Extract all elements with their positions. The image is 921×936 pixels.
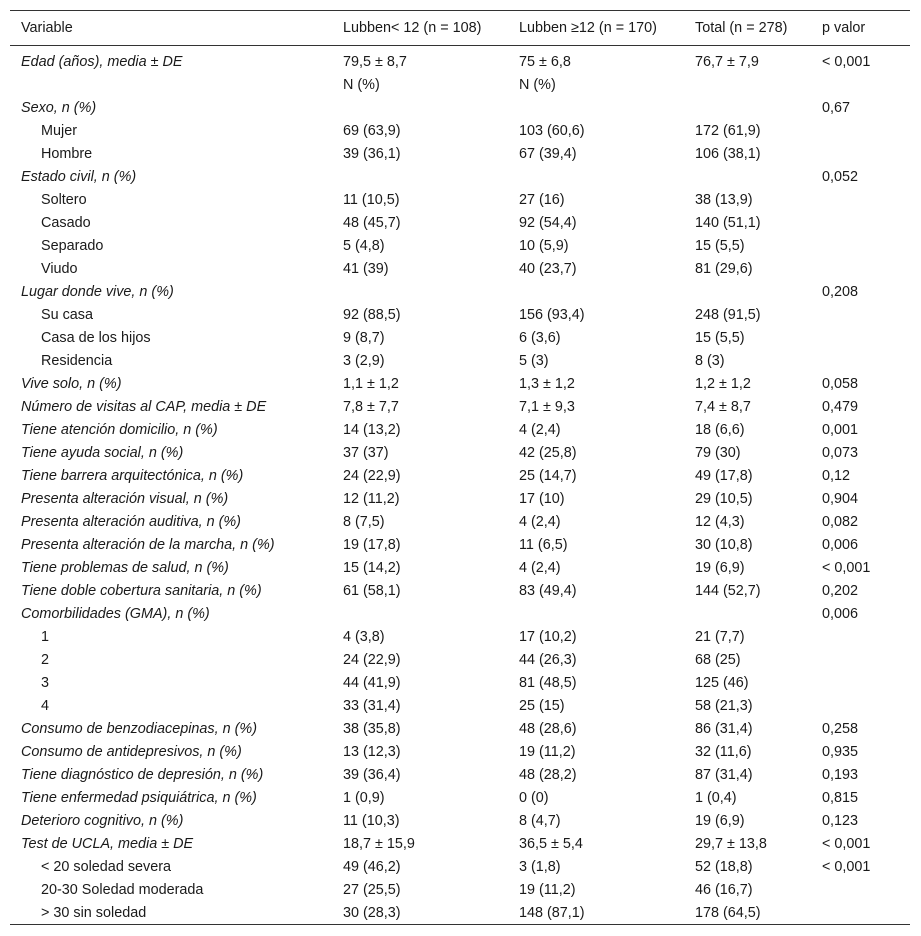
cell-lubben-high: 8 (4,7): [519, 812, 561, 829]
cell-lubben-low: [332, 165, 508, 188]
table-row: [10, 694, 910, 717]
cell-lubben-high: 1,3 ± 1,2: [519, 375, 575, 392]
cell-total: 81 (29,6): [695, 260, 753, 277]
table-row: [10, 46, 910, 74]
cell-variable: Tiene barrera arquitectónica, n (%): [21, 467, 244, 484]
cell-lubben-low: 33 (31,4): [343, 697, 401, 714]
cell-lubben-high: 19 (11,2): [519, 743, 576, 760]
table-row: [10, 165, 910, 188]
cell-variable: Separado: [41, 237, 104, 254]
cell-lubben-low: 24 (22,9): [343, 651, 401, 668]
cell-lubben-high: 7,1 ± 9,3: [519, 398, 575, 415]
cell-lubben-high: 10 (5,9): [519, 237, 569, 254]
cell-lubben-high: 0 (0): [519, 789, 549, 806]
cell-total: 19 (6,9): [695, 559, 745, 576]
table-row: [10, 142, 910, 165]
cell-total: [684, 280, 811, 303]
cell-lubben-low: 19 (17,8): [343, 536, 401, 553]
cell-variable: 1: [41, 628, 50, 645]
cell-variable: Consumo de antidepresivos, n (%): [21, 743, 242, 760]
cell-p-value: [811, 234, 910, 257]
cell-lubben-high: 75 ± 6,8: [519, 53, 571, 70]
cell-total: [684, 165, 811, 188]
cell-total: 1,2 ± 1,2: [695, 375, 751, 392]
cell-total: 15 (5,5): [695, 329, 745, 346]
cell-lubben-high: 40 (23,7): [519, 260, 577, 277]
cell-p-value: 0,082: [822, 513, 859, 530]
table-row: [10, 671, 910, 694]
cell-variable: 3: [41, 674, 50, 691]
cell-lubben-high: 27 (16): [519, 191, 565, 208]
cell-variable: Tiene atención domicilio, n (%): [21, 421, 218, 438]
cell-p-value: 0,904: [822, 490, 859, 507]
cell-p-value: 0,006: [822, 605, 859, 622]
cell-lubben-low: [332, 602, 508, 625]
cell-variable: Test de UCLA, media ± DE: [21, 835, 194, 852]
cell-total: 8 (3): [695, 352, 725, 369]
cell-total: 86 (31,4): [695, 720, 753, 737]
cell-lubben-low: 61 (58,1): [343, 582, 401, 599]
cell-p-value: 0,815: [822, 789, 859, 806]
table-row: [10, 832, 910, 855]
header-variable: Variable: [21, 20, 73, 36]
table-row: [10, 625, 910, 648]
table-row: [10, 901, 910, 925]
cell-lubben-high: 11 (6,5): [519, 536, 568, 553]
cell-variable: Casa de los hijos: [41, 329, 151, 346]
cell-lubben-low: 49 (46,2): [343, 858, 401, 875]
cell-total: 58 (21,3): [695, 697, 753, 714]
cell-total: [684, 73, 811, 96]
data-table: [10, 10, 910, 925]
table-row: [10, 280, 910, 303]
cell-lubben-low: 4 (3,8): [343, 628, 385, 645]
cell-lubben-low: 1,1 ± 1,2: [343, 375, 399, 392]
cell-lubben-low: 44 (41,9): [343, 674, 401, 691]
cell-lubben-low: 30 (28,3): [343, 904, 401, 921]
cell-p-value: [811, 211, 910, 234]
cell-variable: Mujer: [41, 122, 77, 139]
table-header-row: [10, 11, 910, 46]
cell-p-value: [811, 349, 910, 372]
cell-variable: Casado: [41, 214, 91, 231]
cell-p-value: [811, 694, 910, 717]
cell-variable: Tiene doble cobertura sanitaria, n (%): [21, 582, 262, 599]
cell-lubben-high: 4 (2,4): [519, 421, 561, 438]
cell-p-value: [811, 303, 910, 326]
cell-lubben-low: 79,5 ± 8,7: [343, 53, 407, 70]
cell-lubben-low: 69 (63,9): [343, 122, 401, 139]
table-row: [10, 763, 910, 786]
table-row: [10, 510, 910, 533]
cell-p-value: 0,67: [822, 99, 851, 116]
cell-variable: Residencia: [41, 352, 113, 369]
cell-p-value: < 0,001: [822, 835, 871, 852]
table-row: [10, 648, 910, 671]
table-row: [10, 326, 910, 349]
cell-total: 79 (30): [695, 444, 741, 461]
cell-lubben-high: 44 (26,3): [519, 651, 577, 668]
cell-lubben-high: [508, 165, 684, 188]
cell-lubben-low: 92 (88,5): [343, 306, 401, 323]
cell-lubben-low: 3 (2,9): [343, 352, 385, 369]
cell-lubben-high: 25 (14,7): [519, 467, 577, 484]
cell-variable: Tiene diagnóstico de depresión, n (%): [21, 766, 264, 783]
table-row: [10, 395, 910, 418]
cell-lubben-low: 12 (11,2): [343, 490, 400, 507]
cell-total: 76,7 ± 7,9: [695, 53, 759, 70]
cell-lubben-low: 39 (36,1): [343, 145, 401, 162]
cell-lubben-high: 48 (28,6): [519, 720, 577, 737]
cell-total: 68 (25): [695, 651, 741, 668]
table-row: [10, 73, 910, 96]
table-row: [10, 533, 910, 556]
table-row: [10, 464, 910, 487]
cell-variable: Hombre: [41, 145, 93, 162]
cell-total: 140 (51,1): [695, 214, 761, 231]
cell-lubben-high: N (%): [519, 76, 556, 93]
cell-total: 87 (31,4): [695, 766, 753, 783]
cell-lubben-high: 81 (48,5): [519, 674, 577, 691]
cell-p-value: 0,258: [822, 720, 859, 737]
cell-total: 29,7 ± 13,8: [695, 835, 767, 852]
table-row: [10, 96, 910, 119]
cell-lubben-high: 67 (39,4): [519, 145, 577, 162]
cell-lubben-high: 156 (93,4): [519, 306, 585, 323]
cell-variable: Vive solo, n (%): [21, 375, 122, 392]
cell-variable: Tiene problemas de salud, n (%): [21, 559, 229, 576]
cell-variable: < 20 soledad severa: [41, 858, 172, 875]
cell-lubben-high: 3 (1,8): [519, 858, 561, 875]
table-row: [10, 234, 910, 257]
cell-lubben-low: N (%): [343, 76, 380, 93]
cell-variable: Comorbilidades (GMA), n (%): [21, 605, 210, 622]
cell-p-value: 0,058: [822, 375, 859, 392]
cell-p-value: [811, 142, 910, 165]
header-lubben-high: Lubben ≥12 (n = 170): [519, 20, 657, 36]
header-total: Total (n = 278): [695, 20, 788, 36]
cell-variable: Soltero: [41, 191, 87, 208]
cell-lubben-high: 6 (3,6): [519, 329, 561, 346]
cell-lubben-high: 36,5 ± 5,4: [519, 835, 583, 852]
cell-lubben-low: 48 (45,7): [343, 214, 401, 231]
table-row: [10, 878, 910, 901]
cell-lubben-low: 7,8 ± 7,7: [343, 398, 399, 415]
cell-p-value: [811, 878, 910, 901]
cell-lubben-low: 24 (22,9): [343, 467, 401, 484]
cell-total: 32 (11,6): [695, 743, 752, 760]
cell-variable: Edad (años), media ± DE: [21, 53, 183, 70]
table-row: [10, 372, 910, 395]
cell-p-value: 0,935: [822, 743, 859, 760]
cell-lubben-low: 15 (14,2): [343, 559, 401, 576]
cell-lubben-high: 4 (2,4): [519, 513, 561, 530]
cell-variable: Presenta alteración auditiva, n (%): [21, 513, 241, 530]
cell-p-value: [811, 188, 910, 211]
cell-lubben-high: 25 (15): [519, 697, 565, 714]
cell-variable: Sexo, n (%): [21, 99, 97, 116]
cell-total: 19 (6,9): [695, 812, 745, 829]
cell-variable: Consumo de benzodiacepinas, n (%): [21, 720, 257, 737]
cell-variable: Tiene ayuda social, n (%): [21, 444, 184, 461]
cell-total: [684, 602, 811, 625]
cell-total: 178 (64,5): [695, 904, 761, 921]
cell-lubben-low: 18,7 ± 15,9: [343, 835, 415, 852]
cell-lubben-low: [332, 96, 508, 119]
table-row: [10, 119, 910, 142]
cell-total: 49 (17,8): [695, 467, 753, 484]
table-row: [10, 188, 910, 211]
cell-variable: Presenta alteración visual, n (%): [21, 490, 229, 507]
cell-total: 29 (10,5): [695, 490, 753, 507]
cell-total: 38 (13,9): [695, 191, 753, 208]
cell-total: 125 (46): [695, 674, 749, 691]
cell-p-value: [811, 119, 910, 142]
cell-total: 15 (5,5): [695, 237, 745, 254]
cell-lubben-low: 13 (12,3): [343, 743, 401, 760]
table-row: [10, 418, 910, 441]
cell-p-value: [811, 901, 910, 925]
cell-lubben-high: 19 (11,2): [519, 881, 576, 898]
table-row: [10, 441, 910, 464]
cell-p-value: [811, 671, 910, 694]
cell-variable: Presenta alteración de la marcha, n (%): [21, 536, 275, 553]
cell-lubben-high: 4 (2,4): [519, 559, 561, 576]
cell-p-value: 0,479: [822, 398, 859, 415]
table-row: [10, 809, 910, 832]
cell-variable: 20-30 Soledad moderada: [41, 881, 204, 898]
cell-p-value: 0,001: [822, 421, 859, 438]
table-row: [10, 579, 910, 602]
cell-lubben-low: 9 (8,7): [343, 329, 385, 346]
cell-total: 30 (10,8): [695, 536, 753, 553]
table-row: [10, 349, 910, 372]
cell-lubben-low: 8 (7,5): [343, 513, 385, 530]
cell-total: [684, 96, 811, 119]
cell-p-value: < 0,001: [822, 53, 871, 70]
cell-lubben-high: [508, 602, 684, 625]
cell-total: 248 (91,5): [695, 306, 761, 323]
cell-variable: Su casa: [41, 306, 93, 323]
cell-p-value: [811, 257, 910, 280]
table-row: [10, 786, 910, 809]
cell-lubben-high: 17 (10,2): [519, 628, 577, 645]
header-p-value: p valor: [822, 20, 866, 36]
table-row: [10, 556, 910, 579]
cell-variable: > 30 sin soledad: [41, 904, 147, 921]
cell-lubben-low: 38 (35,8): [343, 720, 401, 737]
cell-p-value: [811, 73, 910, 96]
cell-lubben-high: [508, 280, 684, 303]
cell-lubben-high: 42 (25,8): [519, 444, 577, 461]
cell-p-value: 0,12: [822, 467, 851, 484]
cell-p-value: 0,052: [822, 168, 859, 185]
cell-p-value: < 0,001: [822, 858, 871, 875]
cell-lubben-low: 41 (39): [343, 260, 389, 277]
table-row: [10, 717, 910, 740]
cell-lubben-high: 17 (10): [519, 490, 565, 507]
cell-total: 7,4 ± 8,7: [695, 398, 751, 415]
cell-p-value: 0,006: [822, 536, 859, 553]
cell-total: 12 (4,3): [695, 513, 745, 530]
cell-lubben-high: 103 (60,6): [519, 122, 585, 139]
cell-p-value: 0,123: [822, 812, 859, 829]
table-body: [10, 46, 910, 925]
cell-lubben-high: 48 (28,2): [519, 766, 577, 783]
cell-variable: [10, 73, 332, 96]
cell-lubben-low: 11 (10,3): [343, 812, 400, 829]
cell-p-value: [811, 625, 910, 648]
data-table-container: [10, 10, 910, 925]
cell-variable: Viudo: [41, 260, 78, 277]
cell-total: 18 (6,6): [695, 421, 745, 438]
cell-lubben-high: 5 (3): [519, 352, 549, 369]
cell-lubben-high: 83 (49,4): [519, 582, 577, 599]
cell-total: 52 (18,8): [695, 858, 753, 875]
table-row: [10, 602, 910, 625]
cell-lubben-low: 14 (13,2): [343, 421, 401, 438]
cell-lubben-low: 27 (25,5): [343, 881, 401, 898]
table-row: [10, 487, 910, 510]
cell-variable: Tiene enfermedad psiquiátrica, n (%): [21, 789, 257, 806]
cell-p-value: 0,193: [822, 766, 859, 783]
cell-lubben-high: 92 (54,4): [519, 214, 577, 231]
table-row: [10, 855, 910, 878]
cell-lubben-low: 37 (37): [343, 444, 389, 461]
cell-p-value: 0,202: [822, 582, 859, 599]
cell-variable: 4: [41, 697, 50, 714]
cell-lubben-low: [332, 280, 508, 303]
cell-p-value: 0,073: [822, 444, 859, 461]
cell-lubben-low: 11 (10,5): [343, 191, 400, 208]
cell-p-value: [811, 326, 910, 349]
cell-p-value: < 0,001: [822, 559, 871, 576]
cell-lubben-low: 5 (4,8): [343, 237, 385, 254]
cell-lubben-high: 148 (87,1): [519, 904, 585, 921]
cell-lubben-high: [508, 96, 684, 119]
header-lubben-low: Lubben< 12 (n = 108): [343, 20, 482, 36]
cell-variable: 2: [41, 651, 50, 668]
table-row: [10, 211, 910, 234]
cell-total: 46 (16,7): [695, 881, 753, 898]
cell-variable: Número de visitas al CAP, media ± DE: [21, 398, 267, 415]
cell-variable: Estado civil, n (%): [21, 168, 137, 185]
cell-lubben-low: 39 (36,4): [343, 766, 401, 783]
cell-total: 172 (61,9): [695, 122, 761, 139]
cell-p-value: [811, 648, 910, 671]
cell-p-value: 0,208: [822, 283, 859, 300]
cell-variable: Deterioro cognitivo, n (%): [21, 812, 184, 829]
cell-lubben-low: 1 (0,9): [343, 789, 385, 806]
cell-total: 144 (52,7): [695, 582, 761, 599]
cell-total: 106 (38,1): [695, 145, 761, 162]
table-row: [10, 740, 910, 763]
cell-total: 21 (7,7): [695, 628, 745, 645]
table-row: [10, 303, 910, 326]
cell-variable: Lugar donde vive, n (%): [21, 283, 174, 300]
cell-total: 1 (0,4): [695, 789, 737, 806]
table-row: [10, 257, 910, 280]
